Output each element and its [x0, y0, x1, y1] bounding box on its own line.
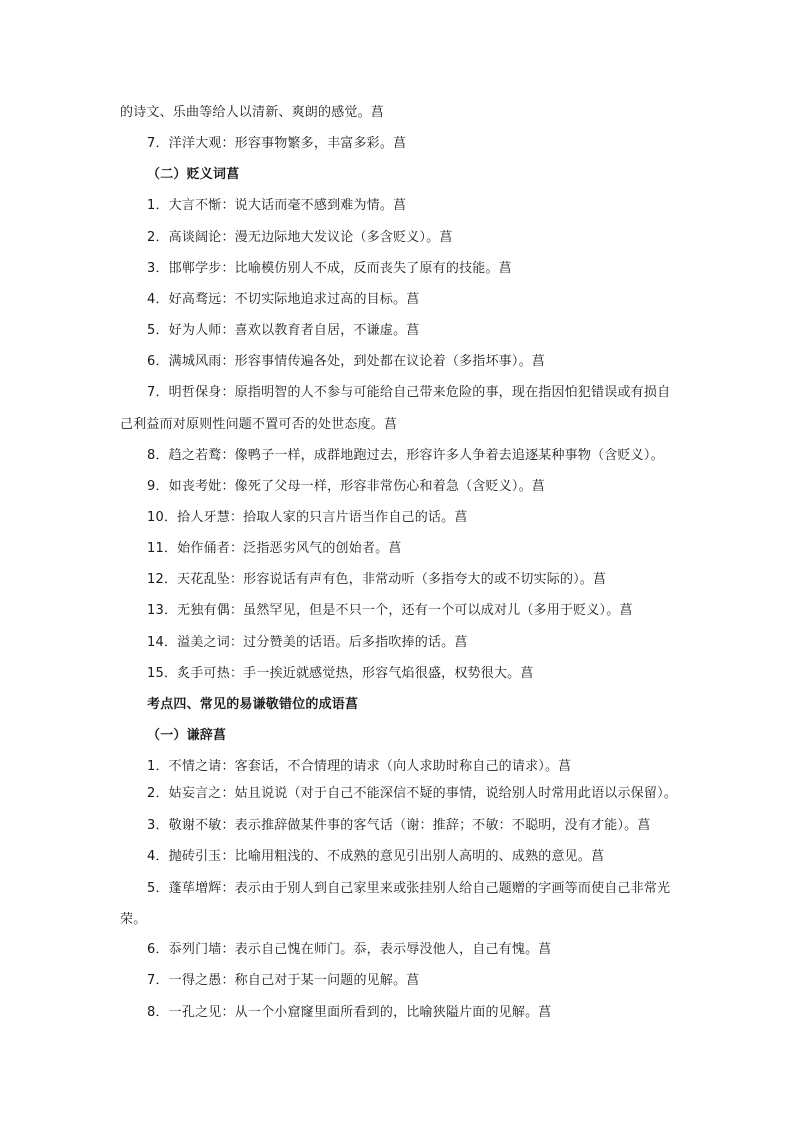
list-item: 14．溢美之词：过分赞美的话语。后多指吹捧的话。菖: [147, 635, 468, 650]
list-item: 1．大言不惭：说大话而毫不感到难为情。菖: [147, 198, 407, 213]
list-item: 3．敬谢不敏：表示推辞做某件事的客气话（谢：推辞；不敏：不聪明，没有才能）。菖: [147, 818, 651, 833]
section-heading: （一）谦辞菖: [147, 728, 227, 743]
section-heading: （二）贬义词菖: [147, 167, 240, 182]
list-item: 6．满城风雨：形容事情传遍各处，到处都在议论着（多指坏事）。菖: [147, 354, 545, 369]
list-item: 2．姑妄言之：姑且说说（对于自己不能深信不疑的事情，说给别人时常用此语以示保留）。: [147, 786, 677, 801]
list-item: 1．不情之请：客套话，不合情理的请求（向人求助时称自己的请求）。菖: [147, 759, 572, 774]
list-item: 15．炙手可热：手一挨近就感觉热，形容气焰很盛，权势很大。菖: [147, 666, 534, 681]
list-item: 7．一得之愚：称自己对于某一问题的见解。菖: [147, 973, 420, 988]
list-item: 7．明哲保身：原指明智的人不参与可能给自己带来危险的事，现在指因怕犯错误或有损自: [147, 385, 671, 400]
list-item: 8．趋之若鹜：像鸭子一样，成群地跑过去，形容许多人争着去追逐某种事物（含贬义）。: [147, 448, 664, 463]
text-line: 荣。: [120, 912, 147, 927]
section-heading: 考点四、常见的易谦敬错位的成语菖: [147, 697, 359, 712]
list-item: 9．如丧考妣：像死了父母一样，形容非常伤心和着急（含贬义）。菖: [147, 479, 545, 494]
list-item: 10．拾人牙慧：拾取人家的只言片语当作自己的话。菖: [147, 510, 468, 525]
list-item: 5．蓬荜增辉：表示由于别人到自己家里来或张挂别人给自己题赠的字画等而使自己非常光: [147, 881, 671, 896]
list-item: 7．洋洋大观：形容事物繁多，丰富多彩。菖: [147, 136, 407, 151]
list-item: 11．始作俑者：泛指恶劣风气的创始者。菖: [147, 541, 402, 556]
list-item: 4．抛砖引玉：比喻用粗浅的、不成熟的意见引出别人高明的、成熟的意见。菖: [147, 849, 605, 864]
list-item: 5．好为人师：喜欢以教育者自居，不谦虚。菖: [147, 323, 420, 338]
list-item: 8．一孔之见：从一个小窟窿里面所看到的，比喻狭隘片面的见解。菖: [147, 1005, 552, 1020]
list-item: 12．天花乱坠：形容说话有声有色，非常动听（多指夸大的或不切实际的）。菖: [147, 572, 607, 587]
list-item: 2．高谈阔论：漫无边际地大发议论（多含贬义）。菖: [147, 230, 453, 245]
text-line: 己利益而对原则性问题不置可否的处世态度。菖: [120, 417, 398, 432]
list-item: 6．忝列门墙：表示自己愧在师门。忝，表示辱没他人，自己有愧。菖: [147, 942, 552, 957]
text-line: 的诗文、乐曲等给人以清新、爽朗的感觉。菖: [120, 105, 385, 120]
list-item: 3．邯郸学步：比喻模仿别人不成，反而丧失了原有的技能。菖: [147, 261, 512, 276]
list-item: 13．无独有偶：虽然罕见，但是不只一个，还有一个可以成对儿（多用于贬义）。菖: [147, 603, 633, 618]
list-item: 4．好高骛远：不切实际地追求过高的目标。菖: [147, 292, 420, 307]
